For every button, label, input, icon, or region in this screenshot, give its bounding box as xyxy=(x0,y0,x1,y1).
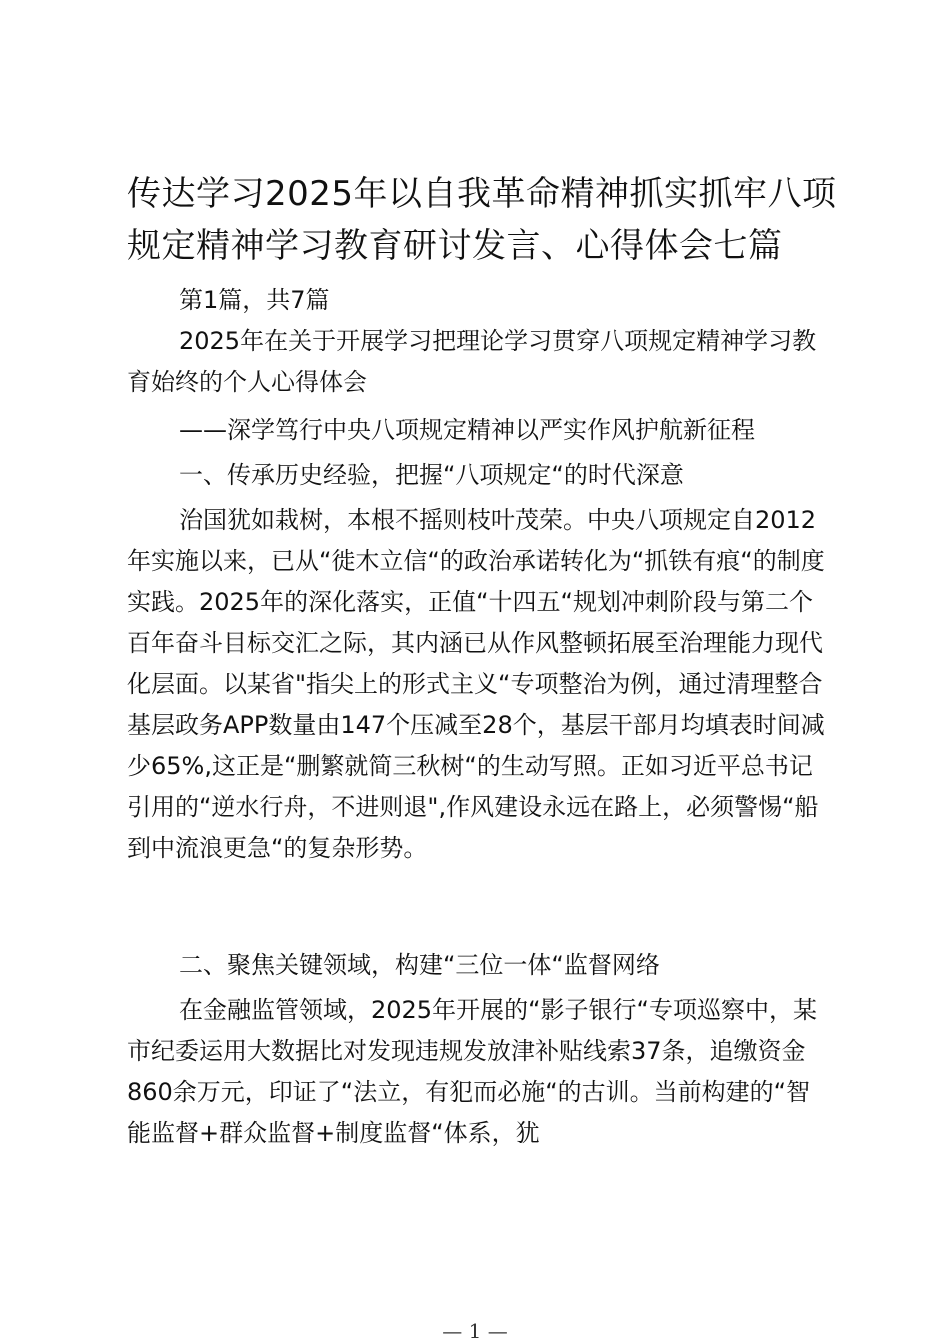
section-2-heading: 二、聚焦关键领域，构建“三位一体“监督网络 xyxy=(179,951,660,979)
section-1-heading: 一、传承历史经验，把握“八项规定“的时代深意 xyxy=(179,461,684,489)
subtitle: 2025年在关于开展学习把理论学习贯穿八项规定精神学习教育始终的个人心得体会 xyxy=(127,327,817,396)
subheading: ——深学笃行中央八项规定精神以严实作风护航新征程 xyxy=(179,416,755,444)
section-1-paragraph: 治国犹如栽树，本根不摇则枝叶茂荣。中央八项规定自2012年实施以来，已从“徙木立信“的政治承诺转化为“抓铁有痕“的制度实践。2025年的深化落实，正值“十四五“规划冲刺阶段与第二个百年奋斗目标交汇之际，其内涵已从作风整顿拓展至治理能力现代化层面。以某省"指尖上的形式主义“专项整治为例，通过清理整合基层政务APP数量由147个压减至28个，基层干部月均填表时间减少65%,这正是“删繁就简三秋树“的生动写照。正如习近平总书记引用的“逆水行舟，不进则退",作风建设永远在路上，必须警惕“船到中流浪更急“的复杂形势。 xyxy=(127,506,825,862)
part-label: 第1篇，共7篇 xyxy=(179,286,330,314)
section-2-paragraph: 在金融监管领域，2025年开展的“影子银行“专项巡察中，某市纪委运用大数据比对发现违规发放津补贴线索37条，追缴资金860余万元，印证了“法立，有犯而必施“的古训。当前构建的“智能监督+群众监督+制度监督“体系，犹 xyxy=(127,996,817,1147)
page-number: — 1 — xyxy=(442,1319,508,1343)
document-title: 传达学习2025年以自我革命精神抓实抓牢八项规定精神学习教育研讨发言、心得体会七篇 xyxy=(127,174,837,266)
